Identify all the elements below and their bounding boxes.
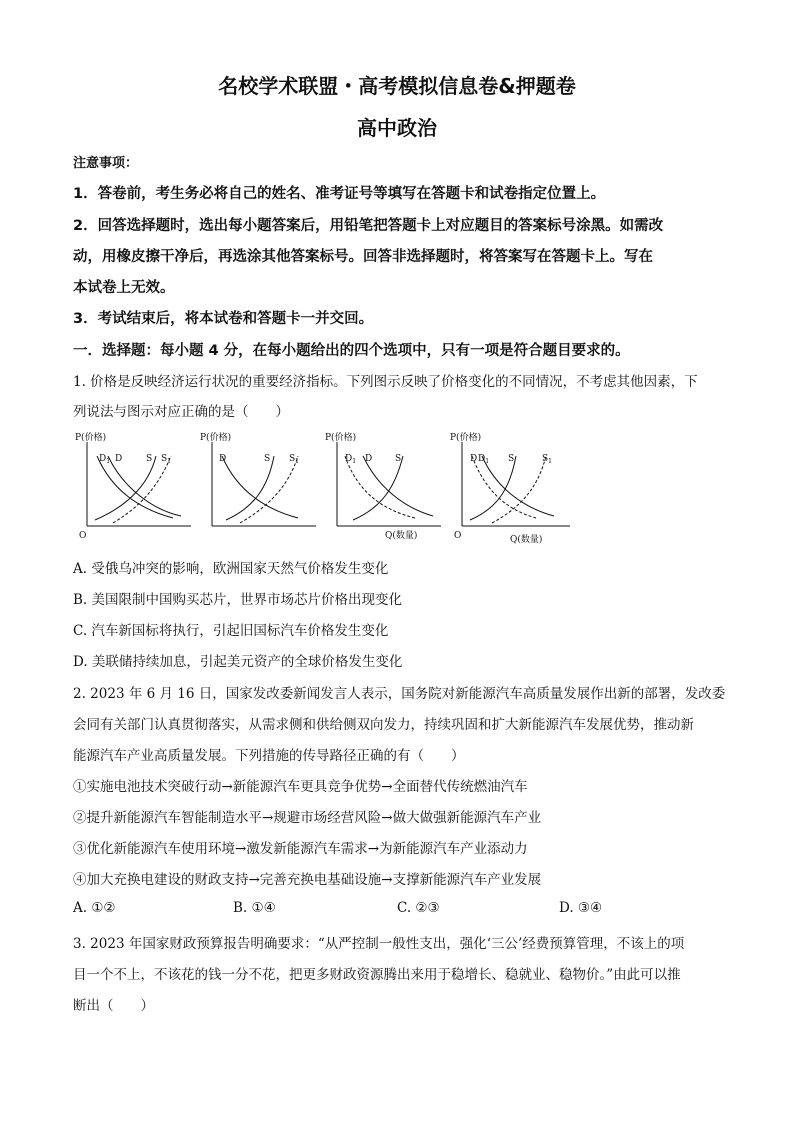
note-line: 3．考试结束后，将本试卷和答题卡一并交回。 xyxy=(73,311,374,327)
svg-text:D: D xyxy=(470,454,478,464)
question-3-stem: 目一个不上，不该花的钱一分不花，把更多财政资源腾出来用于稳增长、稳就业、稳物价。”由此可以推 xyxy=(73,967,681,983)
svg-text:D: D xyxy=(365,454,373,464)
supply-demand-chart-2 xyxy=(198,428,318,546)
svg-text:S1: $S_1$ xyxy=(542,454,553,465)
svg-text:P(价格): P(价格) xyxy=(450,433,482,443)
section-heading: 一．选择题：每小题 4 分，在每小题给出的四个选项中，只有一项是符合题目要求的。 xyxy=(73,343,630,359)
supply-demand-chart-3 xyxy=(323,428,443,546)
note-line: 本试卷上无效。 xyxy=(73,280,175,296)
note-line: 动，用橡皮擦干净后，再选涂其他答案标号。回答非选择题时，将答案写在答题卡上。写在 xyxy=(73,249,653,265)
svg-text:Q(数量): Q(数量) xyxy=(385,531,418,541)
question-3-stem: 3. 2023 年国家财政预算报告明确要求：“从严控制一般性支出，强化‘三公’经费预算管理，不该上的项 xyxy=(73,936,685,952)
question-2-item: ③优化新能源汽车使用环境→激发新能源汽车需求→为新能源汽车产业添动力 xyxy=(73,841,528,857)
svg-text:P(价格): P(价格) xyxy=(200,433,232,443)
question-1-option-b: B. 美国限制中国购买芯片，世界市场芯片价格出现变化 xyxy=(73,592,403,608)
question-2-item: ①实施电池技术突破行动→新能源汽车更具竞争优势→全面替代传统燃油汽车 xyxy=(73,779,528,795)
svg-text:Q(数量): Q(数量) xyxy=(510,535,543,545)
exam-title: 名校学术联盟・高考模拟信息卷&押题卷 xyxy=(218,74,576,98)
question-2-option-a: A. ①② xyxy=(73,900,116,916)
question-1-stem: 1. 价格是反映经济运行状况的重要经济指标。下列图示反映了价格变化的不同情况，不考虑其他因素，下 xyxy=(73,374,698,390)
note-line: 2．回答选择题时，选出每小题答案后，用铅笔把答题卡上对应题目的答案标号涂黑。如需改 xyxy=(73,218,664,234)
svg-text:D1: $D_1$ xyxy=(478,454,490,465)
question-2-option-b: B. ①④ xyxy=(233,900,276,916)
svg-text:O: O xyxy=(79,531,87,541)
svg-text:D1: $D_1$ xyxy=(345,454,357,465)
supply-demand-diagrams xyxy=(73,428,633,548)
supply-demand-chart-1 xyxy=(73,428,193,546)
question-1-stem: 列说法与图示对应正确的是（ ） xyxy=(73,404,289,420)
question-2-stem: 会同有关部门认真贯彻落实，从需求侧和供给侧双向发力，持续巩固和扩大新能源汽车发展优势，推动新 xyxy=(73,717,694,733)
svg-text:S: S xyxy=(508,454,515,464)
question-2-stem: 能源汽车产业高质量发展。下列措施的传导路径正确的有（ ） xyxy=(73,748,465,764)
svg-text:S1: $S_1$ xyxy=(289,454,300,465)
subject-title: 高中政治 xyxy=(357,116,437,140)
svg-text:O: O xyxy=(454,531,462,541)
svg-text:S: S xyxy=(264,454,271,464)
question-2-option-c: C. ②③ xyxy=(397,900,440,916)
question-1-option-d: D. 美联储持续加息，引起美元资产的全球价格发生变化 xyxy=(73,654,403,670)
svg-text:D: D xyxy=(219,454,227,464)
svg-text:D: D xyxy=(115,454,123,464)
question-2-item: ②提升新能源汽车智能制造水平→规避市场经营风险→做大做强新能源汽车产业 xyxy=(73,810,542,826)
svg-text:D1: $D_1$ xyxy=(99,454,111,465)
question-2-option-d: D. ③④ xyxy=(559,900,603,916)
svg-text:P(价格): P(价格) xyxy=(325,433,357,443)
notes-heading: 注意事项： xyxy=(73,156,139,171)
question-2-item: ④加大充换电建设的财政支持→完善充换电基础设施→支撑新能源汽车产业发展 xyxy=(73,872,542,888)
note-line: 1．答卷前，考生务必将自己的姓名、准考证号等填写在答题卡和试卷指定位置上。 xyxy=(73,186,606,202)
svg-text:S: S xyxy=(395,454,402,464)
question-3-stem: 断出（ ） xyxy=(73,998,154,1014)
question-1-option-c: C. 汽车新国标将执行，引起旧国标汽车价格发生变化 xyxy=(73,623,389,639)
svg-text:P(价格): P(价格) xyxy=(75,433,107,443)
svg-text:S1: $S_1$ xyxy=(161,454,171,465)
svg-text:S: S xyxy=(146,454,153,464)
question-2-stem: 2. 2023 年 6 月 16 日，国家发改委新闻发言人表示，国务院对新能源汽车高质量发展作出新的部署，发改委 xyxy=(73,686,726,702)
supply-demand-chart-4 xyxy=(448,428,588,546)
question-1-option-a: A. 受俄乌冲突的影响，欧洲国家天然气价格发生变化 xyxy=(73,561,389,577)
